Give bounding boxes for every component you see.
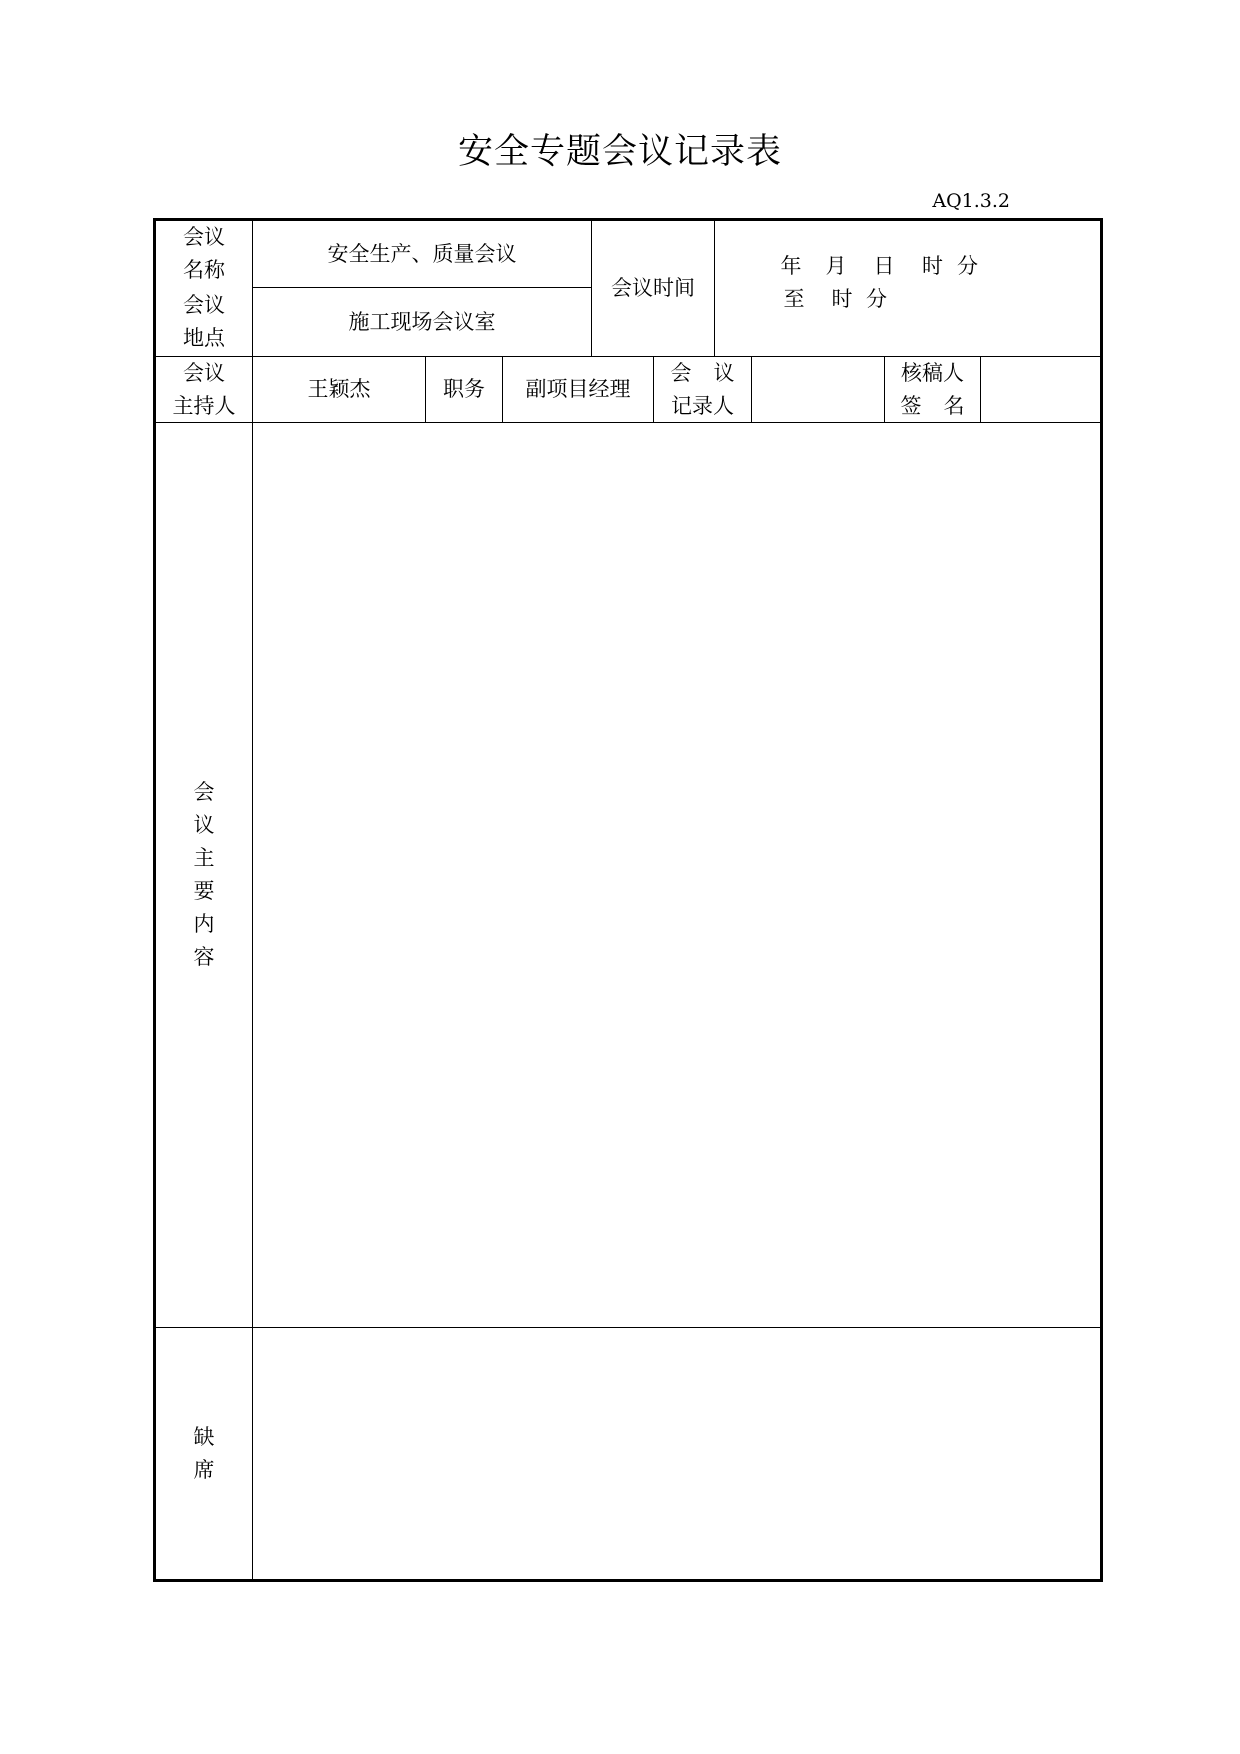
meeting-record-table [153,218,1103,1582]
position-value[interactable]: 副项目经理 [525,377,631,401]
absent-value[interactable] [253,1328,1100,1579]
time-unit: 分 [957,253,978,278]
label-char: 席 [193,1457,215,1482]
reviewer-signature-label [885,357,980,422]
meeting-name-value[interactable]: 安全生产、质量会议 [327,241,517,266]
page-title: 安全专题会议记录表 [457,132,782,172]
host-label [156,357,252,422]
time-line-start [770,250,978,283]
recorder-value[interactable] [752,357,884,422]
time-unit: 日 [873,253,895,278]
label-line: 会议 [183,293,225,317]
label-line: 会议 [183,360,225,385]
meeting-place-label [156,288,252,356]
label-char: 缺 [193,1424,215,1449]
label-char: 会 [193,780,215,804]
time-line-end [770,283,887,316]
label-char: 内 [193,912,215,936]
absent-label [156,1328,252,1579]
label-char: 要 [193,879,215,903]
label-line: 记录人 [671,393,734,418]
host-value[interactable]: 王颖杰 [307,377,371,401]
time-unit: 年 [780,253,802,278]
label-line: 主持人 [172,393,236,418]
document-code: AQ1.3.2 [932,190,1010,212]
label-char: 会 [670,360,692,385]
main-content-value[interactable] [253,423,1100,1327]
label-line: 地点 [183,326,225,350]
position-label: 职务 [443,377,485,401]
label-char: 名 [943,393,965,418]
time-unit: 至 [783,286,805,311]
meeting-time-label: 会议时间 [611,276,695,300]
recorder-label [654,357,751,422]
time-unit: 分 [866,286,887,311]
label-char: 议 [193,813,215,837]
label-char: 签 [900,393,922,418]
main-content-label [156,423,252,1327]
time-unit: 时 [922,253,943,278]
label-char: 主 [193,846,215,870]
label-char: 议 [713,360,735,385]
label-line: 核稿人 [901,360,964,385]
label-char: 容 [193,945,215,969]
label-line: 名称 [183,258,225,282]
meeting-place-value[interactable]: 施工现场会议室 [348,309,496,334]
meeting-time-value[interactable] [715,221,1100,356]
meeting-name-label [156,221,252,287]
reviewer-signature-value[interactable] [981,357,1100,422]
label-line: 会议 [183,225,225,249]
time-unit: 时 [831,286,853,311]
time-unit: 月 [825,253,847,278]
